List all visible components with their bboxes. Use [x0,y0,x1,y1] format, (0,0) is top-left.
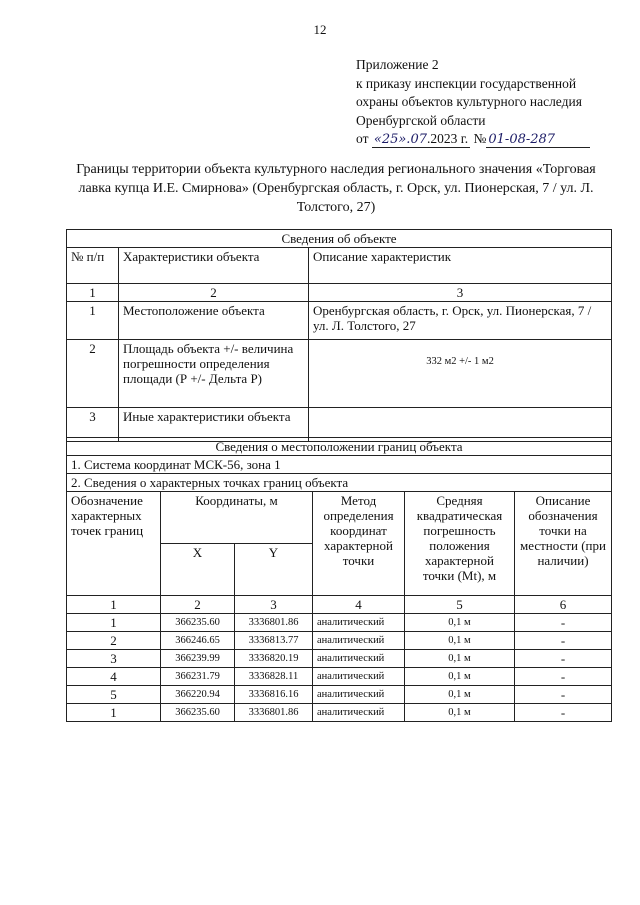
row-name: Иные характеристики объекта [119,408,309,442]
point-y: 3336816.16 [235,686,313,704]
point-desc: - [515,632,612,650]
header-error: Средняя квадратическая погрешность положения характерной точки (Mt), м [405,492,515,596]
col-number: 6 [515,596,612,614]
date-year: .2023 г. [426,131,469,146]
object-info-section-title: Сведения об объекте [67,230,612,248]
point-y: 3336801.86 [235,704,313,722]
order-date [372,131,470,148]
point-desc: - [515,686,612,704]
point-id: 4 [67,668,161,686]
point-id: 3 [67,650,161,668]
row-name: Местоположение объекта [119,302,309,340]
header-description: Описание характеристик [309,248,612,284]
point-error: 0,1 м [405,650,515,668]
appendix-block [356,56,590,149]
table-row [67,704,612,722]
point-method: аналитический [313,650,405,668]
appendix-date-line [356,130,590,149]
point-error: 0,1 м [405,704,515,722]
point-y: 3336801.86 [235,614,313,632]
point-x: 366239.99 [161,650,235,668]
appendix-line-2: к приказу инспекции государственной [356,75,577,91]
point-x: 366246.65 [161,632,235,650]
header-coords: Координаты, м [161,492,313,544]
number-prefix: № [473,131,487,146]
header-num: № п/п [67,248,119,284]
row-num: 2 [67,340,119,408]
table-row [67,302,612,340]
point-method: аналитический [313,686,405,704]
point-method: аналитический [313,668,405,686]
point-id: 1 [67,704,161,722]
header-x: X [161,544,235,596]
point-error: 0,1 м [405,668,515,686]
point-id: 1 [67,614,161,632]
point-x: 366235.60 [161,614,235,632]
col-number: 5 [405,596,515,614]
point-method: аналитический [313,632,405,650]
points-body [67,614,612,722]
table-row [67,340,612,408]
handwritten-date: «25».07 [373,132,427,147]
table-row [67,632,612,650]
table-row [67,650,612,668]
col-number: 1 [67,596,161,614]
order-number [486,131,590,148]
point-x: 366235.60 [161,704,235,722]
point-y: 3336828.11 [235,668,313,686]
point-error: 0,1 м [405,632,515,650]
row-num: 1 [67,302,119,340]
point-x: 366231.79 [161,668,235,686]
points-title: 2. Сведения о характерных точках границ объекта [67,474,612,492]
col-number: 1 [67,284,119,302]
object-info-table [66,229,612,442]
point-y: 3336820.19 [235,650,313,668]
row-value: 332 м2 +/- 1 м2 [309,340,612,408]
table-row [67,686,612,704]
row-num: 3 [67,408,119,442]
location-section-title: Сведения о местоположении границ объекта [67,438,612,456]
point-error: 0,1 м [405,614,515,632]
document-title: Границы территории объекта культурного наследия регионального значения «Торговая лавка купца И.Е. Смирнова» (Оренбургская область, г. Орск, ул. Пионерская, 7 / ул. Л. Толстого, 27) [76,162,596,215]
date-prefix: от [356,131,369,146]
table-row [67,614,612,632]
boundary-points-table [66,437,612,722]
point-desc: - [515,614,612,632]
point-error: 0,1 м [405,686,515,704]
col-number: 2 [119,284,309,302]
point-x: 366220.94 [161,686,235,704]
col-number: 3 [235,596,313,614]
coord-system: 1. Система координат МСК-56, зона 1 [67,456,612,474]
header-y: Y [235,544,313,596]
point-method: аналитический [313,614,405,632]
table-row [67,668,612,686]
row-name: Площадь объекта +/- величина погрешности определения площади (Р +/- Дельта Р) [119,340,309,408]
col-number: 2 [161,596,235,614]
appendix-line-3: охраны объектов культурного наследия [356,94,582,109]
point-y: 3336813.77 [235,632,313,650]
page-number: 12 [313,22,327,37]
point-desc: - [515,668,612,686]
header-characteristics: Характеристики объекта [119,248,309,284]
header-method: Метод определения координат характерной точки [313,492,405,596]
header-point: Обозначение характерных точек границ [67,492,161,596]
row-value: Оренбургская область, г. Орск, ул. Пионерская, 7 / ул. Л. Толстого, 27 [309,302,612,340]
handwritten-number: 01-08-287 [488,132,556,147]
point-desc: - [515,650,612,668]
header-description: Описание обозначения точки на местности (при наличии) [515,492,612,596]
point-id: 2 [67,632,161,650]
point-desc: - [515,704,612,722]
col-number: 3 [309,284,612,302]
col-number: 4 [313,596,405,614]
point-id: 5 [67,686,161,704]
point-method: аналитический [313,704,405,722]
appendix-line-1: Приложение 2 [356,57,439,72]
appendix-line-4: Оренбургской области [356,112,486,128]
